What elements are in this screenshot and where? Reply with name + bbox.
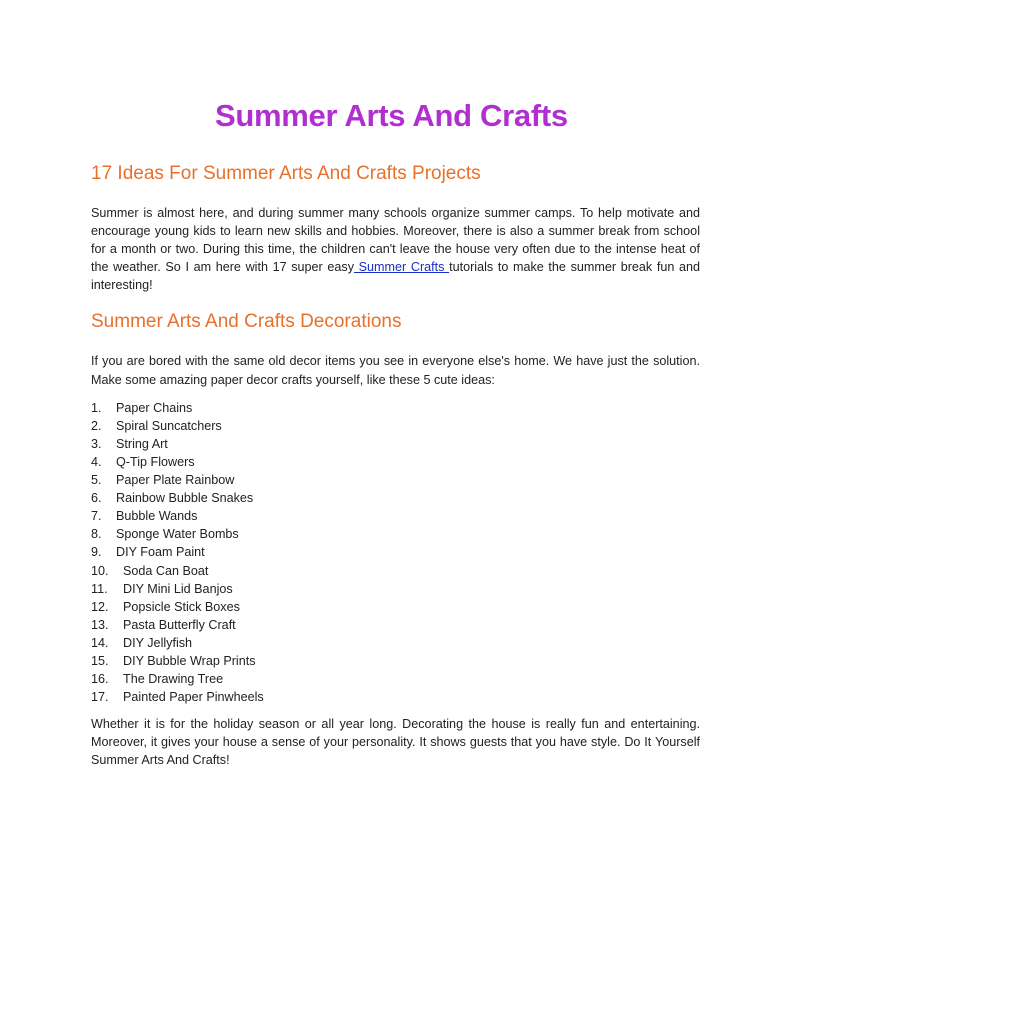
list-item-label: Soda Can Boat (123, 563, 209, 578)
list-item-label: Q-Tip Flowers (116, 454, 195, 469)
list-item (91, 525, 700, 543)
list-item-label: DIY Bubble Wrap Prints (123, 653, 256, 668)
list-item (91, 417, 700, 435)
list-item-number: 13. (91, 617, 109, 632)
decorations-paragraph: If you are bored with the same old decor items you see in everyone else's home. We have just the solution. Make some amazing paper decor crafts yourself, like these 5 cute ideas: (91, 354, 700, 387)
list-item-label: Bubble Wands (116, 509, 198, 524)
list-item (91, 598, 700, 616)
list-item (91, 670, 700, 688)
list-item-label: Popsicle Stick Boxes (123, 599, 240, 614)
list-item-label: Rainbow Bubble Snakes (116, 491, 254, 506)
list-item (91, 489, 700, 507)
list-item-label: String Art (116, 436, 168, 451)
list-item-label: Painted Paper Pinwheels (123, 690, 264, 705)
list-item-number: 14. (91, 635, 109, 650)
closing-paragraph: Whether it is for the holiday season or all year long. Decorating the house is really fun and entertaining. Moreover, it gives your house a sense of your personality. It shows guests that you have style. Do It Yourself Summer Arts And Crafts! (91, 717, 700, 768)
list-item-number: 12. (91, 599, 109, 614)
list-item (91, 543, 700, 561)
list-item-number: 1. (91, 400, 102, 415)
list-item (91, 435, 700, 453)
list-item-label: DIY Jellyfish (123, 635, 193, 650)
list-item-label: Paper Plate Rainbow (116, 473, 235, 488)
list-item-label: Spiral Suncatchers (116, 418, 222, 433)
list-item (91, 562, 700, 580)
article-body (91, 162, 700, 770)
list-item-number: 3. (91, 436, 102, 451)
list-item-label: Sponge Water Bombs (116, 527, 239, 542)
list-item (91, 453, 700, 471)
list-item-number: 9. (91, 545, 102, 560)
list-item (91, 471, 700, 489)
section-heading-projects: 17 Ideas For Summer Arts And Crafts Projects (91, 163, 481, 184)
page-title: Summer Arts And Crafts (215, 98, 568, 133)
list-item-number: 17. (91, 690, 109, 705)
list-item-number: 5. (91, 473, 102, 488)
list-item (91, 616, 700, 634)
list-item-number: 8. (91, 527, 102, 542)
list-item (91, 399, 700, 417)
list-item-number: 4. (91, 454, 102, 469)
list-item-label: Pasta Butterfly Craft (123, 617, 236, 632)
intro-paragraph (91, 204, 700, 294)
list-item-label: DIY Mini Lid Banjos (123, 581, 233, 596)
intro-text: Summer is almost here, and during summer many schools organize summer camps. To help motivate and encourage young kids to learn new skills and hobbies. Moreover, there is also a summer break from school for a month or two. During this time, the children can't leave the house very often due to the intense heat of the weather. So I am here with 17 super easy (91, 206, 700, 275)
list-item (91, 580, 700, 598)
list-item-number: 6. (91, 491, 102, 506)
list-item (91, 652, 700, 670)
summer-crafts-link[interactable]: Summer Crafts (354, 260, 450, 275)
list-item (91, 688, 700, 706)
list-item-number: 15. (91, 653, 109, 668)
list-item-number: 10. (91, 563, 109, 578)
ideas-list (91, 399, 700, 707)
list-item-number: 2. (91, 418, 102, 433)
list-item-number: 16. (91, 672, 109, 687)
list-item-label: Paper Chains (116, 400, 193, 415)
section-heading-decorations: Summer Arts And Crafts Decorations (91, 311, 402, 333)
list-item (91, 634, 700, 652)
list-item-number: 11. (91, 581, 108, 596)
list-item-number: 7. (91, 509, 102, 524)
list-item (91, 507, 700, 525)
intro-text-end: tutorials to make the summer break fun and interesting! (91, 260, 701, 293)
list-item-label: DIY Foam Paint (116, 545, 205, 560)
list-item-label: The Drawing Tree (123, 672, 224, 687)
